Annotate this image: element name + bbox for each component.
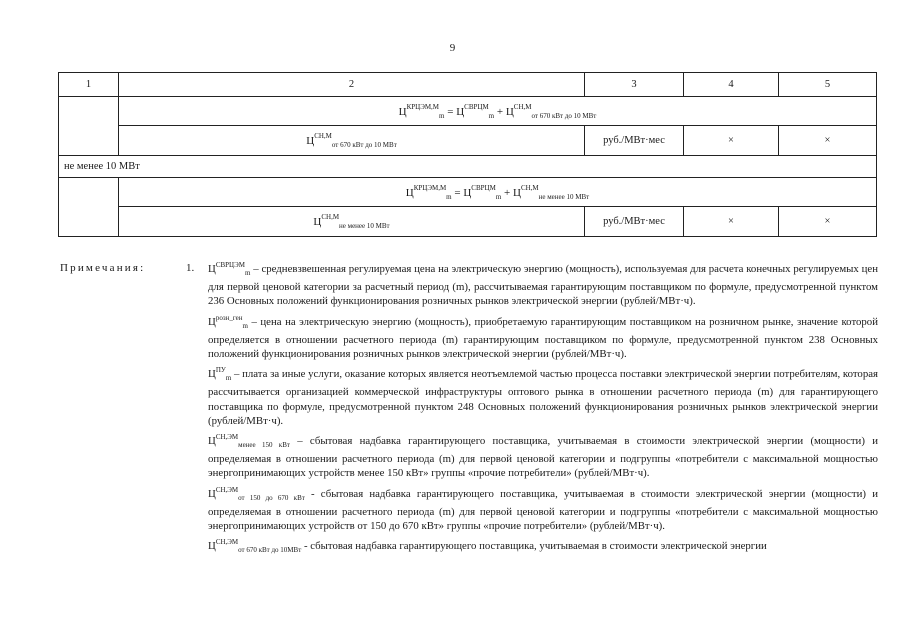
note-item: $Ц^{СН,ЭМ}_{от 150 до 670 кВт}$ - сбытовая надбавка гарантирующего поставщика, учитываемая в стоимости электрической энергии (мощности) и определяемая в отношении расчетного периода (m) для первой ценовой категории и подгруппы «потребители с максимальной мощностью энергопринимающих устройств от 150 до 670 кВт» группы «прочие потребители» (рублей/МВт·ч). [208, 485, 878, 533]
formula-row-1 [59, 97, 877, 126]
formula-cell-1 [119, 97, 877, 126]
col-header-3: 3 [585, 73, 684, 97]
col-header-5: 5 [779, 73, 877, 97]
note-item: $Ц^{ПУ}_m$ – плата за иные услуги, оказание которых является неотъемлемой частью процесса поставки электрической энергии потребителям, которая рассчитывается организацией коммерческой инфраструктуры оптового рынка в отношении расчетного периода (m) для гарантирующего поставщика по формуле, предусмотренной пунктом 248 Основных положений функционирования розничных рынков электрической энергии (рублей/МВт·ч). [208, 366, 878, 427]
symbol-cell-2: $Ц^{СН,М}_{не менее 10 МВт}$ [119, 207, 585, 237]
col-header-4: 4 [684, 73, 779, 97]
table-header-row [59, 73, 877, 97]
section-row [59, 156, 877, 178]
page-number: 9 [449, 42, 456, 54]
formula-cell-2 [119, 178, 877, 207]
formula-1: $Ц^{КРЦЭМ,М}_m = Ц^{СВРЦМ}_m + Ц^{СН,М}_{от 670 кВт до 10 МВт}$ [398, 102, 597, 120]
cross-mark: × [779, 207, 877, 237]
unit-cell-2: руб./МВт·мес [585, 207, 684, 237]
cross-mark: × [779, 126, 877, 156]
note-item: $Ц^{СН,ЭМ}_{от 670 кВт до 10МВт}$ - сбытовая надбавка гарантирующего поставщика, учитываемая в стоимости электрической энергии [208, 538, 767, 555]
notes-body [208, 258, 878, 559]
unit-cell-1: руб./МВт·мес [585, 126, 684, 156]
cross-mark: × [684, 207, 779, 237]
section-label: не менее 10 МВт [59, 156, 877, 178]
empty-cell [59, 178, 119, 237]
tariff-table [58, 72, 877, 237]
notes-label: Примечания: [60, 262, 146, 274]
col-header-1: 1 [59, 73, 119, 97]
col-header-2: 2 [119, 73, 585, 97]
notes-number: 1. [186, 262, 195, 274]
note-item: $Ц^{СН,ЭМ}_{менее 150 кВт}$ – сбытовая надбавка гарантирующего поставщика, учитываемая в стоимости электрической энергии (мощности) и определяемая в отношении расчетного периода (m) для первой ценовой категории и подгруппы «потребители с максимальной мощностью энергопринимающих устройств менее 150 кВт» группы «прочие потребители» (рублей/МВт·ч). [208, 433, 878, 480]
note-item: $Ц^{СВРЦЭМ}_m$ – средневзвешенная регулируемая цена на электрическую энергию (мощность), используемая для расчета конечных регулируемых цен для первой ценовой категории за расчетный период (m), рассчитываемая гарантирующим поставщиком по формуле, предусмотренной пунктом 236 Основных положений функционирования розничных рынков электрической энергии (рублей/МВт·ч). [208, 261, 878, 308]
note-item: $Ц^{розн\_ген}_m$ – цена на электрическую энергию (мощность), приобретаемую гарантирующим поставщиком на розничном рынке, значение которой определяется в отношении расчетного периода (m) гарантирующим поставщиком по формуле, предусмотренной пунктом 238 Основных положений функционирования розничных рынков электрической энергии (рублей/МВт·ч). [208, 313, 878, 361]
table-row-1 [59, 126, 877, 156]
empty-cell [59, 97, 119, 156]
table-row-2 [59, 207, 877, 237]
cross-mark: × [684, 126, 779, 156]
formula-2: $Ц^{КРЦЭМ,М}_m = Ц^{СВРЦМ}_m + Ц^{СН,М}_{не менее 10 МВт}$ [405, 183, 590, 201]
formula-row-2 [59, 178, 877, 207]
symbol-cell-1: $Ц^{СН,М}_{от 670 кВт до 10 МВт}$ [119, 126, 585, 156]
